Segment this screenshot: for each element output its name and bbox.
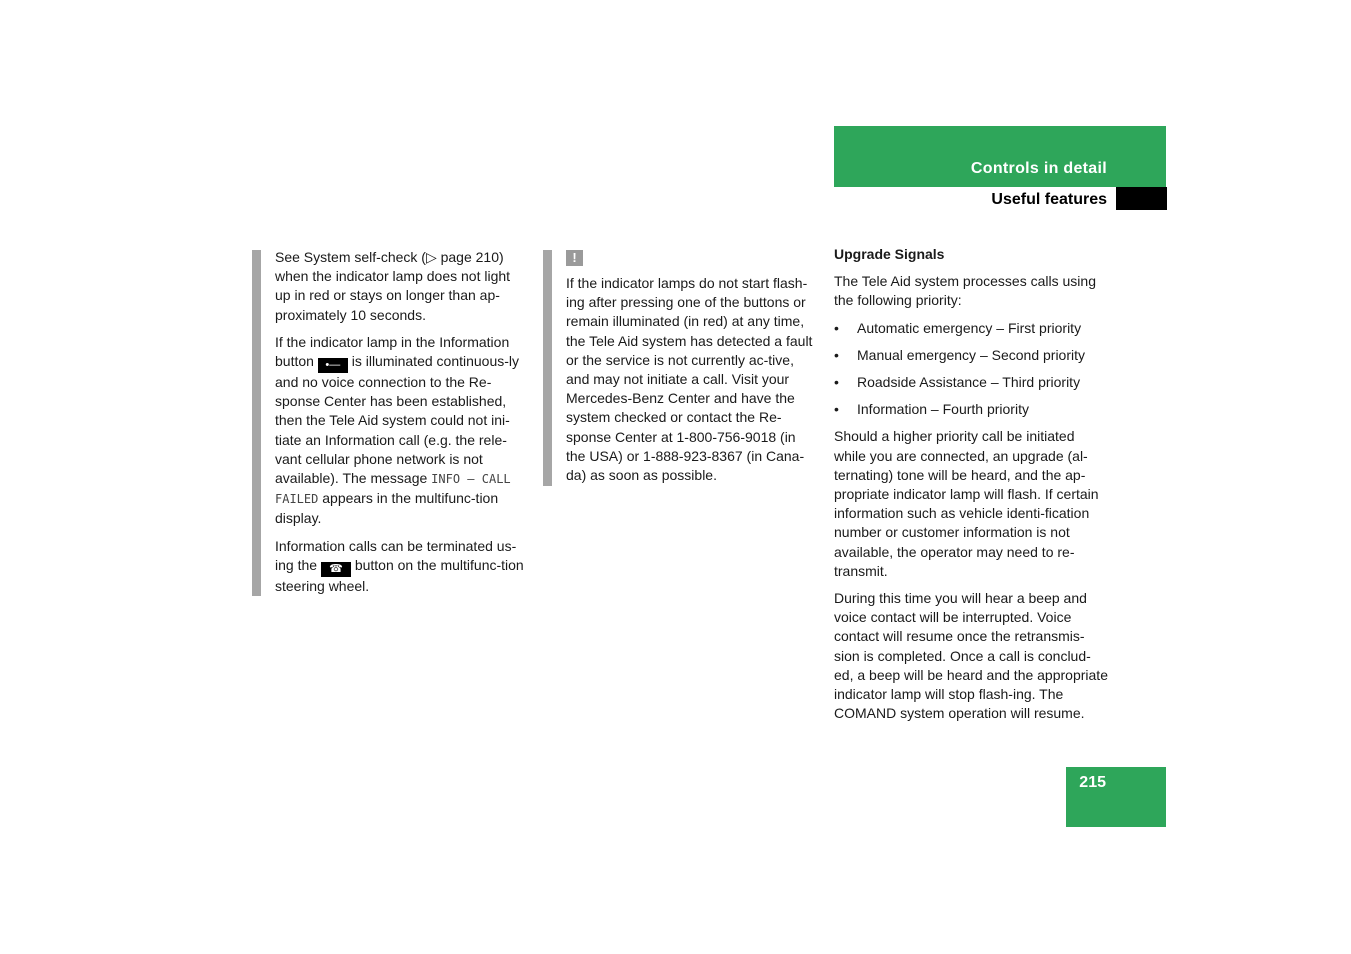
end-call-icon: ☎ <box>321 562 351 577</box>
priority-list <box>834 319 1110 420</box>
priority-intro: The Tele Aid system processes calls using the following priority: <box>834 273 1096 309</box>
upgrade-paragraph: Should a higher priority call be initiated while you are connected, an upgrade (al-ternating) tone will be heard, and the ap-propriate indicator lamp will flash. If certain information such as vehicle identi-fication number or customer information is not available, the operator may need to re-transmit. <box>834 428 1099 579</box>
section-title: Controls in detail <box>970 160 1107 177</box>
list-item: • Automatic emergency – First priority <box>834 319 1110 338</box>
display-message: INFO – CALL FAILED <box>275 472 511 507</box>
info-button-icon: •— <box>318 358 348 373</box>
page-number-box <box>1066 767 1166 827</box>
note-bar-left <box>252 250 261 596</box>
subsection-title: Useful features <box>991 191 1107 208</box>
list-item: • Information – Fourth priority <box>834 400 1110 419</box>
terminate-call-paragraph: Information calls can be terminated us-ing the ☎ button on the multifunc-tion steering wheel. <box>275 537 524 594</box>
page-number: 215 <box>1079 774 1106 791</box>
info-lamp-paragraph: If the indicator lamp in the Information button •— is illuminated continuous-ly and no voice connection to the Re-sponse Center has been established, then the Tele Aid system could not ini-tiate an Information call (e.g. the rele-vant cellular phone network is not available). The message INFO – CALL FAILED appears in the multifunc-tion display. <box>275 333 520 527</box>
list-item: • Manual emergency – Second priority <box>834 346 1110 365</box>
note-bar-middle <box>543 250 552 486</box>
subsection-marker <box>1116 187 1167 210</box>
section-header <box>834 126 1166 187</box>
column-2 <box>566 248 818 493</box>
self-check-paragraph: See System self-check (▷ page 210) when the indicator lamp does not light up in red or stays on longer than ap-proximately 10 seconds. <box>275 249 511 323</box>
column-1 <box>275 248 528 604</box>
column-3 <box>834 245 1110 731</box>
list-item: • Roadside Assistance – Third priority <box>834 373 1110 392</box>
retransmission-paragraph: During this time you will hear a beep and voice contact will be interrupted. Voice contact will resume once the retransmis-sion is completed. Once a call is conclud-ed, a beep will be heard and the appropriate indicator lamp will stop flash-ing. The COMAND system operation will resume. <box>834 590 1108 722</box>
warning-paragraph: If the indicator lamps do not start flash-ing after pressing one of the buttons or remain illuminated (in red) at any time, the Tele Aid system has detected a fault or the service is not currently ac-tive, and may not initiate a call. Visit your Mercedes-Benz Center and have the system checked or contact the Re-sponse Center at 1-800-756-9018 (in the USA) or 1-888-923-8367 (in Cana-da) as soon as possible. <box>566 275 813 484</box>
warning-icon: ! <box>566 250 583 266</box>
upgrade-signals-heading: Upgrade Signals <box>834 246 945 262</box>
